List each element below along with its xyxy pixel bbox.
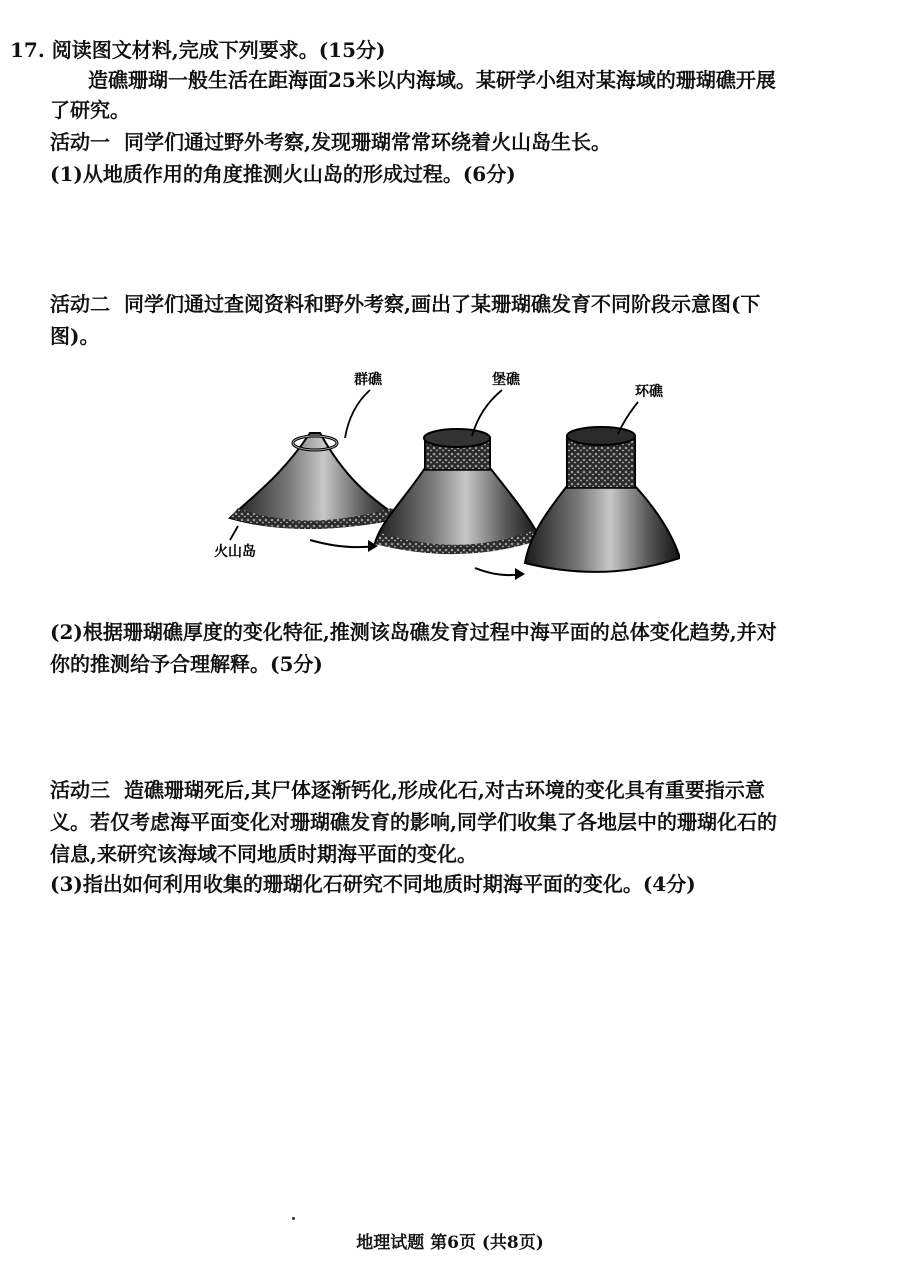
atoll-leader	[618, 402, 638, 434]
activity3-label: 活动三	[50, 778, 110, 802]
question3: (3)指出如何利用收集的珊瑚化石研究不同地质时期海平面的变化。(4分)	[50, 872, 696, 896]
barrier-reef-shape	[375, 429, 540, 554]
barrier-reef-label: 堡礁	[492, 372, 520, 388]
page-footer: 地理试题 第6页 (共8页)	[356, 1233, 544, 1253]
question2-line2: 你的推测给予合理解释。(5分)	[50, 652, 323, 676]
activity3-text-line2: 义。若仅考虑海平面变化对珊瑚礁发育的影响,同学们收集了各地层中的珊瑚化石的	[50, 810, 777, 834]
activity2-text-line2: 图)。	[50, 324, 100, 348]
activity2-label: 活动二	[50, 292, 110, 316]
activity2-text-line1: 同学们通过查阅资料和野外考察,画出了某珊瑚礁发育不同阶段示意图(下	[124, 292, 761, 316]
activity2-line	[50, 290, 760, 318]
atoll-shape	[525, 427, 680, 572]
volcanic-island-leader	[230, 526, 238, 540]
activity1-text: 同学们通过野外考察,发现珊瑚常常环绕着火山岛生长。	[124, 130, 611, 154]
activity1-label: 活动一	[50, 130, 110, 154]
stray-dot	[292, 1217, 295, 1220]
question1: (1)从地质作用的角度推测火山岛的形成过程。(6分)	[50, 162, 516, 186]
atoll-label: 环礁	[635, 384, 663, 400]
activity3-line	[50, 776, 765, 804]
fringing-reef-leader	[345, 390, 370, 438]
question2-line1: (2)根据珊瑚礁厚度的变化特征,推测该岛礁发育过程中海平面的总体变化趋势,并对	[50, 620, 777, 644]
intro-text-line1: 造礁珊瑚一般生活在距海面25米以内海域。某研学小组对某海域的珊瑚礁开展	[88, 68, 776, 92]
stage-arrow-1	[310, 540, 378, 552]
activity1-line	[50, 128, 611, 156]
volcanic-island-label: 火山岛	[214, 544, 256, 560]
activity3-text-line3: 信息,来研究该海域不同地质时期海平面的变化。	[50, 842, 477, 866]
volcanic-island-shape	[230, 433, 400, 529]
stage-arrow-2	[475, 568, 525, 580]
barrier-reef-leader	[472, 390, 502, 436]
question-title: 17. 阅读图文材料,完成下列要求。(15分)	[10, 38, 386, 62]
intro-text-line2: 了研究。	[50, 98, 130, 122]
fringing-reef-label: 群礁	[354, 372, 382, 388]
activity3-text-line1: 造礁珊瑚死后,其尸体逐渐钙化,形成化石,对古环境的变化具有重要指示意	[124, 778, 765, 802]
reef-development-figure	[210, 368, 680, 588]
